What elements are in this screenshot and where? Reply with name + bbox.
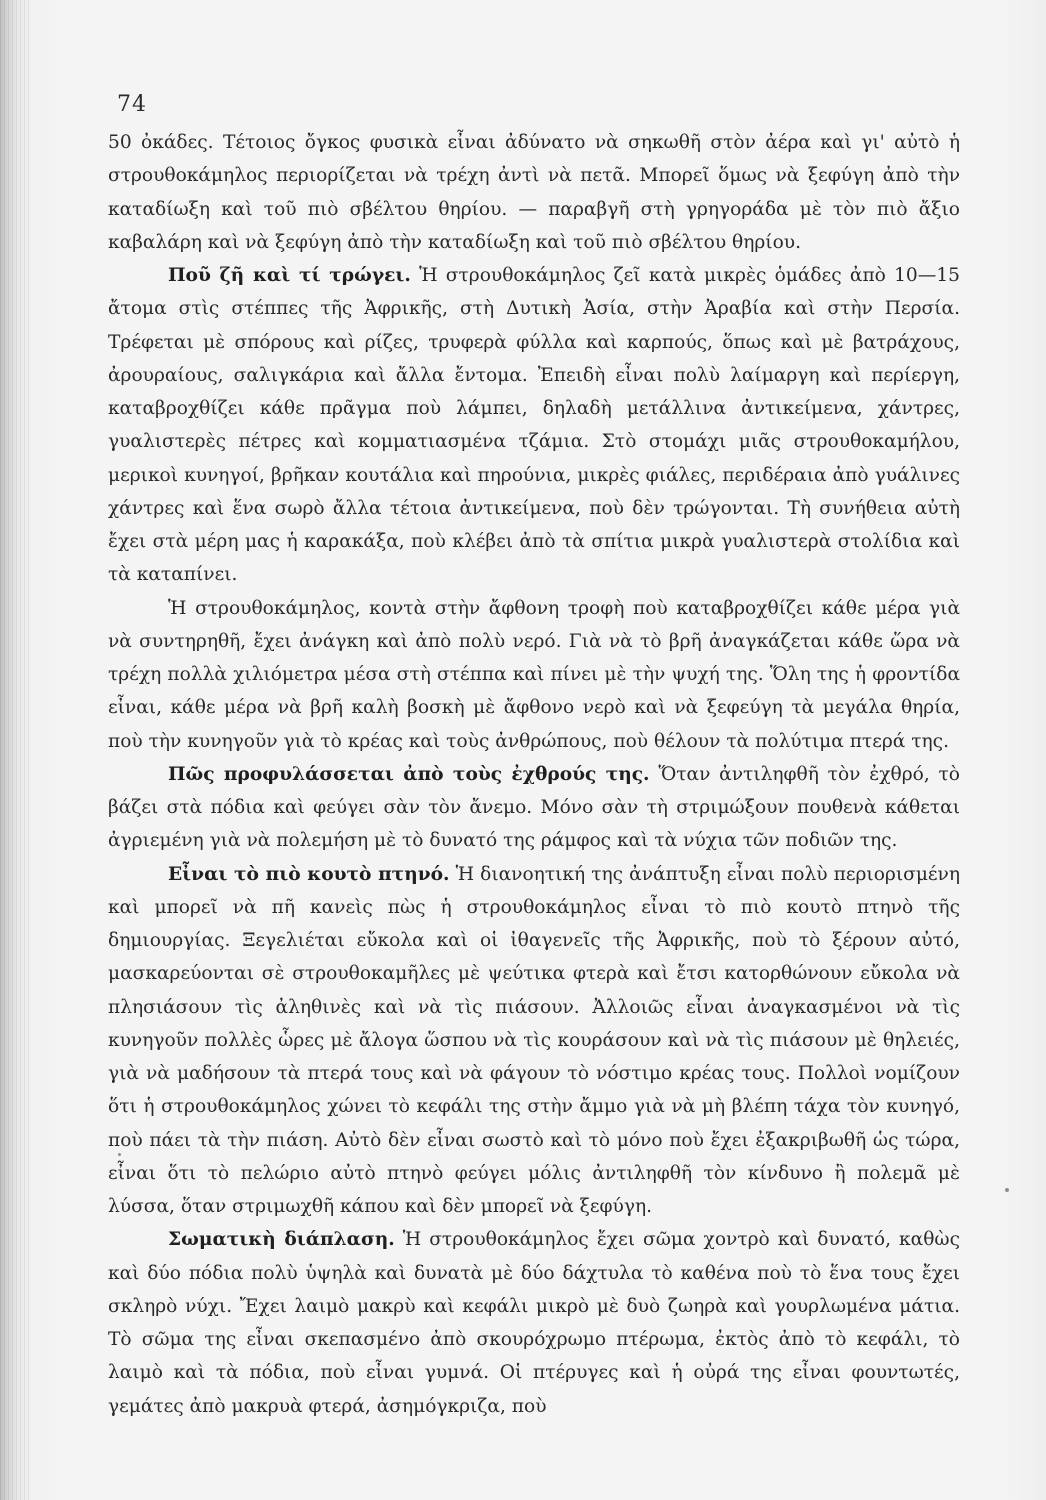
section-heading-where-lives: Ποῦ ζῆ καὶ τί τρώγει. [168,265,411,286]
page-number: 74 [117,92,147,117]
paragraph-1 [108,126,960,259]
section-heading-silliest-bird: Εἶναι τὸ πιὸ κουτὸ πτηνό. [168,863,450,885]
paragraph-4-text: Ὅταν ἀντιληφθῆ τὸν ἐχθρό, τὸ βάζει στὰ πόδια καὶ φεύγει σὰν τὸν ἄνεμο. Μόνο σὰν τὴ στριμώξουν πουθενὰ κάθεται ἀγριεμένη γιὰ νὰ πολεμήση μὲ τὸ δυνατό της ράμφος καὶ τὰ νύχια τῶν ποδιῶν της. [108,763,960,852]
paragraph-5-text: Ἡ διανοητική της ἀνάπτυξη εἶναι πολὺ περιορισμένη καὶ μπορεῖ νὰ πῆ κανεὶς πὼς ἡ στρουθοκάμηλος εἶναι τὸ πιὸ κουτὸ πτηνὸ τῆς δημιουργίας. Ξεγελιέται εὔκολα καὶ οἱ ἰθαγενεῖς τῆς Ἀφρικῆς, ποὺ τὸ ξέρουν αὐτό, μασκαρεύονται σὲ στρουθοκαμῆλες μὲ ψεύτικα φτερὰ καὶ ἔτσι κατορθώνουν εὔκολα νὰ πλησιάσουν τὶς ἀληθινὲς καὶ νὰ τὶς πιάσουν. Ἀλλοιῶς εἶναι ἀναγκασμένοι νὰ τὶς κυνηγοῦν πολλὲς ὧρες μὲ ἄλογα ὥσπου νὰ τὶς κουράσουν καὶ νὰ τὶς πιάσουν μὲ θηλειές, γιὰ νὰ μαδήσουν τὰ πτερά τους καὶ νὰ φάγουν τὸ νόστιμο κρέας τους. Πολλοὶ νομίζουν ὅτι ἡ στρουθοκάμηλος χώνει τὸ κεφάλι της στὴν ἄμμο γιὰ νὰ μὴ βλέπη τάχα τὸν κυνηγό, ποὺ πάει τὰ τὴν πιάση. Αὐτὸ δὲν εἶναι σωστὸ καὶ τὸ μόνο ποὺ ἔχει ἐξακριβωθῆ ὡς τώρα, εἶναι ὅτι τὸ πελώριο αὐτὸ πτηνὸ φεύγει μόλις ἀντιληφθῆ τὸν κίνδυνο ἢ πολεμᾶ μὲ λύσσα, ὅταν στριμωχθῆ κάπου καὶ δὲν μπορεῖ νὰ ξεφύγη. [108,863,960,1217]
print-speck [1005,1188,1009,1192]
paragraph-5 [108,858,960,1224]
section-heading-protection: Πῶς προφυλάσσεται ἀπὸ τοὺς ἐχθρούς της. [168,763,650,785]
paragraph-3 [108,592,960,758]
page-binding-shadow [0,0,30,1500]
paragraph-2 [108,259,960,592]
paragraph-2-text: Ἡ στρουθοκάμηλος ζεῖ κατὰ μικρὲς ὁμάδες ἀπὸ 10—15 ἄτομα στὶς στέππες τῆς Ἀφρικῆς, στὴ Δυτικὴ Ἀσία, στὴν Ἀραβία καὶ στὴν Περσία. Τρέφεται μὲ σπόρους καὶ ρίζες, τρυφερὰ φύλλα καὶ καρπούς, ὅπως καὶ μὲ βατράχους, ἀρουραίους, σαλιγκάρια καὶ ἄλλα ἔντομα. Ἐπειδὴ εἶναι πολὺ λαίμαργη καὶ περίεργη, καταβροχθίζει κάθε πρᾶγμα ποὺ λάμπει, δηλαδὴ μετάλλινα ἀντικείμενα, χάντρες, γυαλιστερὲς πέτρες καὶ κομματιασμένα τζάμια. Στὸ στομάχι μιᾶς στρουθοκαμήλου, μερικοὶ κυνηγοί, βρῆκαν κουτάλια καὶ πηρούνια, μικρὲς φιάλες, περιδέραια ἀπὸ γυάλινες χάντρες καὶ ἕνα σωρὸ ἄλλα τέτοια ἀντικείμενα, ποὺ δὲν τρώγονται. Τὴ συνήθεια αὐτὴ ἔχει στὰ μέρη μας ἡ καρακάξα, ποὺ κλέβει ἀπὸ τὰ σπίτια μικρὰ γυαλιστερὰ στολίδια καὶ τὰ καταπίνει. [108,265,960,586]
section-heading-body-shape: Σωματικὴ διάπλαση. [168,1229,395,1251]
paragraph-4 [108,758,960,858]
paragraph-6-text: Ἡ στρουθοκάμηλος ἔχει σῶμα χοντρὸ καὶ δυνατό, καθὼς καὶ δύο πόδια πολὺ ὑψηλὰ καὶ δυνατὰ μὲ δύο δάχτυλα τὸ καθένα ποὺ τὸ ἕνα τους ἔχει σκληρὸ νύχι. Ἔχει λαιμὸ μακρὺ καὶ κεφάλι μικρὸ μὲ δυὸ ζωηρὰ καὶ γουρλωμένα μάτια. Τὸ σῶμα της εἶναι σκεπασμένο ἀπὸ σκουρόχρωμο πτέρωμα, ἐκτὸς ἀπὸ τὸ κεφάλι, τὸ λαιμὸ καὶ τὰ πόδια, ποὺ εἶναι γυμνά. Οἱ πτέρυγες καὶ ἡ οὐρά της εἶναι φουντωτές, γεμάτες ἀπὸ μακρυὰ φτερά, ἀσημόγκριζα, ποὺ [108,1229,960,1417]
body-text [108,126,960,1423]
paragraph-6 [108,1223,960,1423]
paragraph-1-text: 50 ὀκάδες. Τέτοιος ὄγκος φυσικὰ εἶναι ἀδύνατο νὰ σηκωθῆ στὸν ἀέρα καὶ γι' αὐτὸ ἡ στρουθοκάμηλος περιορίζεται νὰ τρέχη ἀντὶ νὰ πετᾶ. Μπορεῖ ὅμως νὰ ξεφύγη ἀπὸ τὴν καταδίωξη καὶ τοῦ πιὸ σβέλτου θηρίου. — παραβγῆ στὴ γρηγοράδα μὲ τὸν πιὸ ἄξιο καβαλάρη καὶ νὰ ξεφύγη ἀπὸ τὴν καταδίωξη καὶ τοῦ πιὸ σβέλτου θηρίου. [108,132,960,253]
print-speck [118,1153,121,1156]
paragraph-3-text: Ἡ στρουθοκάμηλος, κοντὰ στὴν ἄφθονη τροφὴ ποὺ καταβροχθίζει κάθε μέρα γιὰ νὰ συντηρηθῆ, ἔχει ἀνάγκη καὶ ἀπὸ πολὺ νερό. Γιὰ νὰ τὸ βρῆ ἀναγκάζεται κάθε ὥρα νὰ τρέχη πολλὰ χιλιόμετρα μέσα στὴ στέππα καὶ πίνει μὲ τὴν ψυχή της. Ὅλη της ἡ φροντίδα εἶναι, κάθε μέρα νὰ βρῆ καλὴ βοσκὴ μὲ ἄφθονο νερὸ καὶ νὰ ξεφεύγη τὰ μεγάλα θηρία, ποὺ τὴν κυνηγοῦν γιὰ τὸ κρέας καὶ τοὺς ἀνθρώπους, ποὺ θέλουν τὰ πολύτιμα πτερά της. [108,597,960,752]
